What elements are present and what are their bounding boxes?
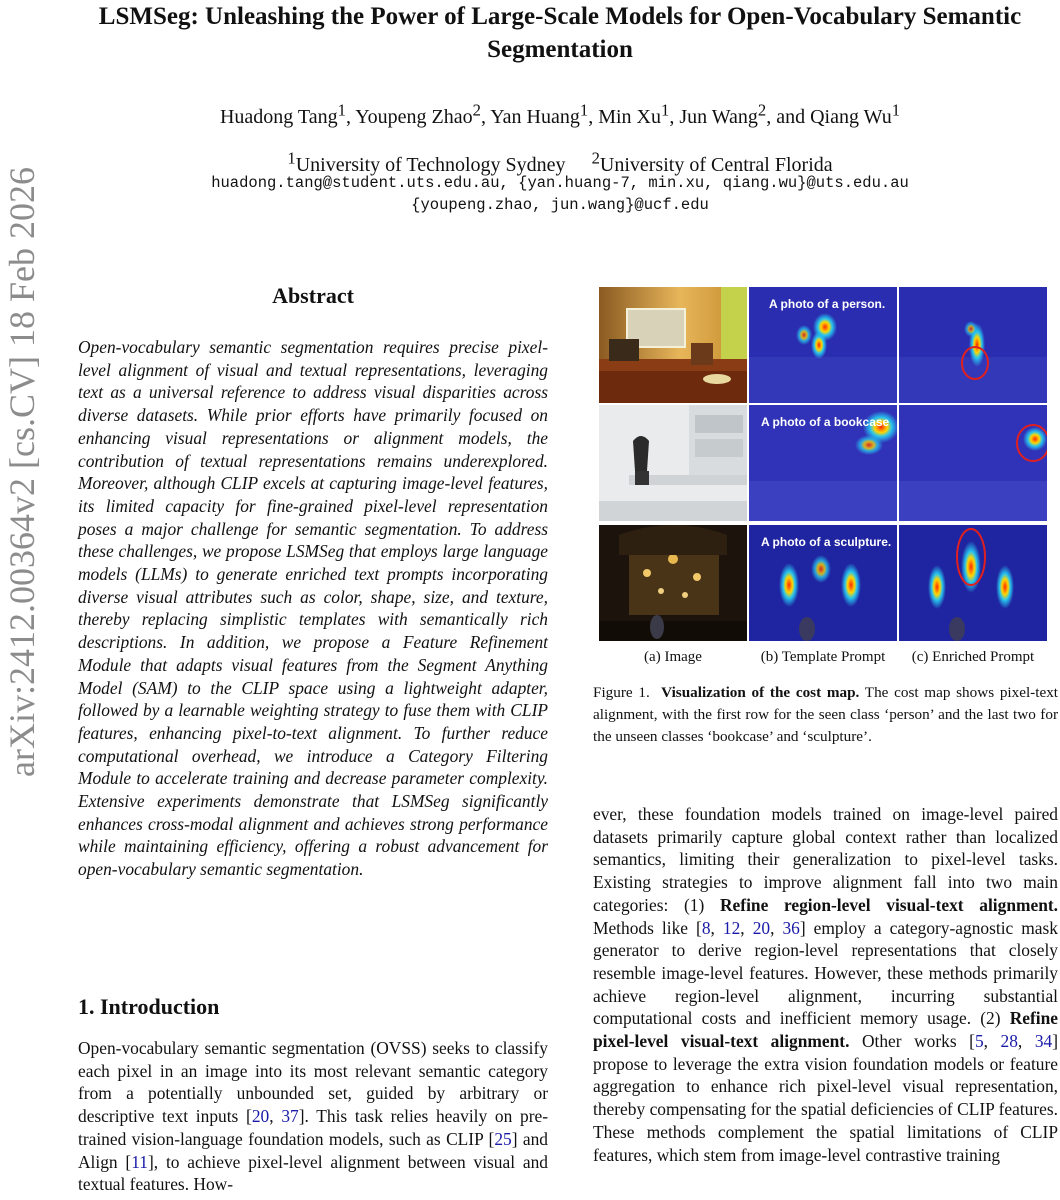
citation-link[interactable]: 28 (1000, 1031, 1018, 1052)
costmap-template-person (749, 287, 897, 403)
affiliation: $^2$University of Central Florida (591, 148, 833, 176)
abstract-text: Open-vocabulary semantic segmentation requires precise pixel-level alignment of visual and textual representations, leveraging text as a universal reference to address visual disparities across diverse datasets. While prior efforts have primarily focused on enhancing visual representations or alignment models, the contribution of textual representations remains underexplored. Moreover, although CLIP excels at capturing image-level features, its limited capacity for fine-grained pixel-level representation poses a major challenge for semantic segmentation. To address these challenges, we propose LSMSeg that employs large language models (LLMs) to generate enriched text prompts incorporating diverse visual attributes such as color, shape, size, and texture, thereby replacing simplistic templates with semantically rich descriptions. In addition, we propose a Feature Refinement Module that adapts visual features from the Segment Anything Model (SAM) to the CLIP space using a lightweight adapter, followed by a learnable weighting strategy to fuse them with CLIP features, enhancing pixel-to-text alignment. To further reduce computational overhead, we introduce a Category Filtering Module to accelerate training and decrease parameter complexity. Extensive experiments demonstrate that LSMSeg significantly enhances cross-modal alignment and achieves strong performance while maintaining efficiency, offering a robust advancement for open-vocabulary semantic segmentation. (78, 337, 548, 880)
figure-subcaption: (c) Enriched Prompt (911, 649, 1035, 665)
author: Jun Wang$^2$, and (679, 100, 811, 128)
figure-panel-label: A photo of a person. (769, 297, 886, 311)
costmap-enriched-sculpture (899, 525, 1047, 641)
citation-link[interactable]: 8 (701, 917, 711, 938)
author-list (60, 96, 1060, 131)
figure-caption: Figure 1. Visualization of the cost map. The cost map shows pixel-text alignment, with the first row for the seen class ‘person’ and the last two for the unseen classes ‘bookcase’ and ‘sculpture’. (593, 684, 1059, 745)
citation-link[interactable]: 25 (494, 1128, 512, 1149)
arxiv-identifier: arXiv:2412.00364v2 [cs.CV] 18 Feb 2026 (2, 167, 42, 777)
email-line: huadong.tang@student.uts.edu.au, {yan.huang-7, min.xu, qiang.wu}@uts.edu.au (211, 174, 909, 192)
author: Huadong Tang$^1$, (219, 100, 356, 128)
costmap-template-bookcase (749, 405, 897, 521)
affiliation: $^1$University of Technology Sydney (287, 148, 566, 176)
email-line: {youpeng.zhao, jun.wang}@ucf.edu (411, 196, 709, 214)
author: Min Xu$^1$, (598, 100, 680, 128)
citation-link[interactable]: 20 (752, 917, 771, 938)
citation-link[interactable]: 36 (782, 917, 800, 938)
citation-link[interactable]: 12 (722, 917, 741, 938)
citation-link[interactable]: 20 (251, 1106, 270, 1127)
costmap-template-sculpture (749, 525, 897, 641)
author: Yan Huang$^1$, (490, 100, 599, 128)
costmap-enriched-bookcase (899, 405, 1047, 521)
figure-panel-label: A photo of a bookcase (761, 415, 890, 429)
author: Youpeng Zhao$^2$, (355, 100, 491, 128)
author: Qiang Wu$^1$ (810, 100, 901, 128)
image-office (599, 405, 747, 521)
abstract-heading: Abstract (272, 283, 354, 308)
figure-panel-label: A photo of a sculpture. (761, 535, 892, 549)
citation-link[interactable]: 34 (1034, 1031, 1053, 1052)
paper-title: LSMSeg: Unleashing the Power of Large-Scale Models for Open-Vocabulary Semantic Segmentation (98, 3, 1022, 63)
intro-paragraph-continued: ever, these foundation models trained on image-level paired datasets primarily capture global context rather than localized semantics, limiting their generalization to pixel-level tasks. Existing strategies to improve alignment fall into two main categories: (1) Refine region-level visual-text alignment. Methods like [8, 12, 20, 36] employ a category-agnostic mask generator to derive region-level representations that closely resemble image-level features. However, these methods primarily achieve region-level alignment, incurring substantial computational costs and inefficient memory usage. (2) Refine pixel-level visual-text alignment. Other works [5, 28, 34] propose to leverage the extra vision foundation models or feature aggregation to enhance rich pixel-level visual representation, thereby compensating for the spatial deficiencies of CLIP features. These methods complement the spatial limitations of CLIP features, which stem from image-level contrastive training (593, 804, 1059, 1165)
image-church (599, 525, 747, 641)
intro-paragraph: Open-vocabulary semantic segmentation (OVSS) seeks to classify each pixel in an image into its most relevant semantic category from a potentially unbounded set, guided by arbitrary or descriptive text inputs [20, 37]. This task relies heavily on pre-trained vision-language foundation models, such as CLIP [25] and Align [11], to achieve pixel-level alignment between visual and textual features. How- (78, 1038, 549, 1195)
figure-subcaption: (b) Template Prompt (760, 649, 886, 665)
section-heading: 1. Introduction (78, 994, 220, 1019)
figure-subcaption: (a) Image (644, 649, 702, 665)
image-living-room (599, 287, 747, 403)
citation-link[interactable]: 11 (131, 1151, 148, 1172)
costmap-enriched-person (899, 287, 1047, 403)
citation-link[interactable]: 37 (281, 1106, 299, 1127)
citation-link[interactable]: 5 (974, 1031, 984, 1052)
